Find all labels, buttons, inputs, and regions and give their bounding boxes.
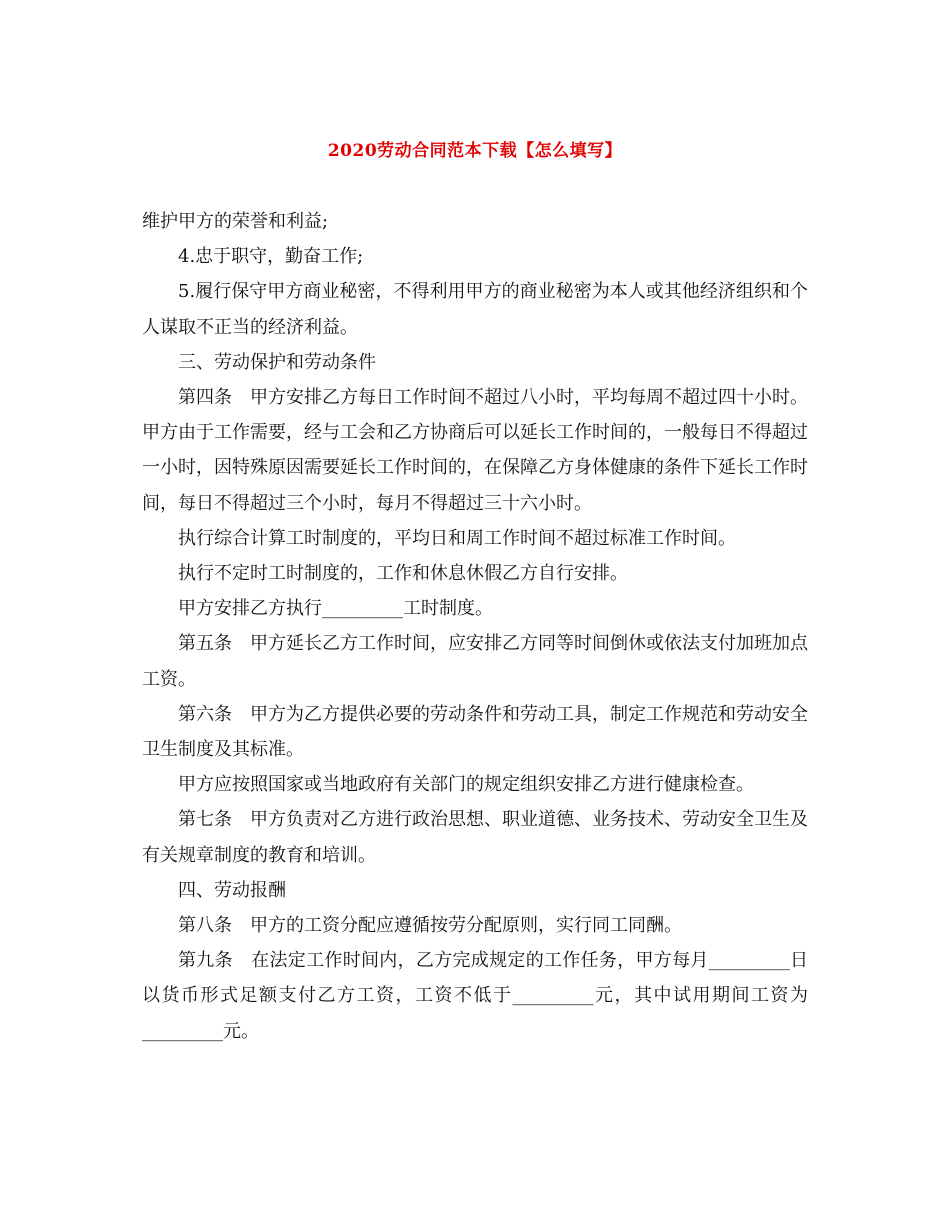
paragraph: 5.履行保守甲方商业秘密，不得利用甲方的商业秘密为本人或其他经济组织和个人谋取不正当的经济利益。 [142, 281, 808, 338]
article-7: 第七条 甲方负责对乙方进行政治思想、职业道德、业务技术、劳动安全卫生及有关规章制度的教育和培训。 [142, 809, 808, 866]
paragraph: 4.忠于职守，勤奋工作; [178, 246, 364, 268]
paragraph: 甲方应按照国家或当地政府有关部门的规定组织安排乙方进行健康检查。 [178, 774, 754, 796]
document-title: 2020劳动合同范本下载【怎么填写】 [327, 141, 623, 161]
paragraph: 执行不定时工时制度的，工作和休息休假乙方自行安排。 [178, 563, 628, 585]
article-5: 第五条 甲方延长乙方工作时间，应安排乙方同等时间倒休或依法支付加班加点工资。 [142, 633, 808, 690]
section-heading: 三、劳动保护和劳动条件 [178, 351, 376, 373]
article-9: 第九条 在法定工作时间内，乙方完成规定的工作任务，甲方每月_________日以货币形式足额支付乙方工资，工资不低于_________元，其中试用期间工资为_________元。 [142, 950, 808, 1042]
paragraph: 执行综合计算工时制度的，平均日和周工作时间不超过标准工作时间。 [178, 527, 736, 549]
article-4: 第四条 甲方安排乙方每日工作时间不超过八小时，平均每周不超过四十小时。甲方由于工作需要，经与工会和乙方协商后可以延长工作时间的，一般每日不得超过一小时，因特殊原因需要延长工作时间的，在保障乙方身体健康的条件下延长工作时间，每日不得超过三个小时，每月不得超过三十六小时。 [142, 387, 808, 514]
section-heading: 四、劳动报酬 [178, 879, 286, 901]
article-6: 第六条 甲方为乙方提供必要的劳动条件和劳动工具，制定工作规范和劳动安全卫生制度及其标准。 [142, 703, 808, 761]
paragraph: 维护甲方的荣誉和利益; [142, 211, 329, 232]
paragraph: 甲方安排乙方执行_________工时制度。 [178, 598, 493, 620]
article-8: 第八条 甲方的工资分配应遵循按劳分配原则，实行同工同酬。 [178, 915, 682, 937]
document-body [142, 204, 808, 1049]
